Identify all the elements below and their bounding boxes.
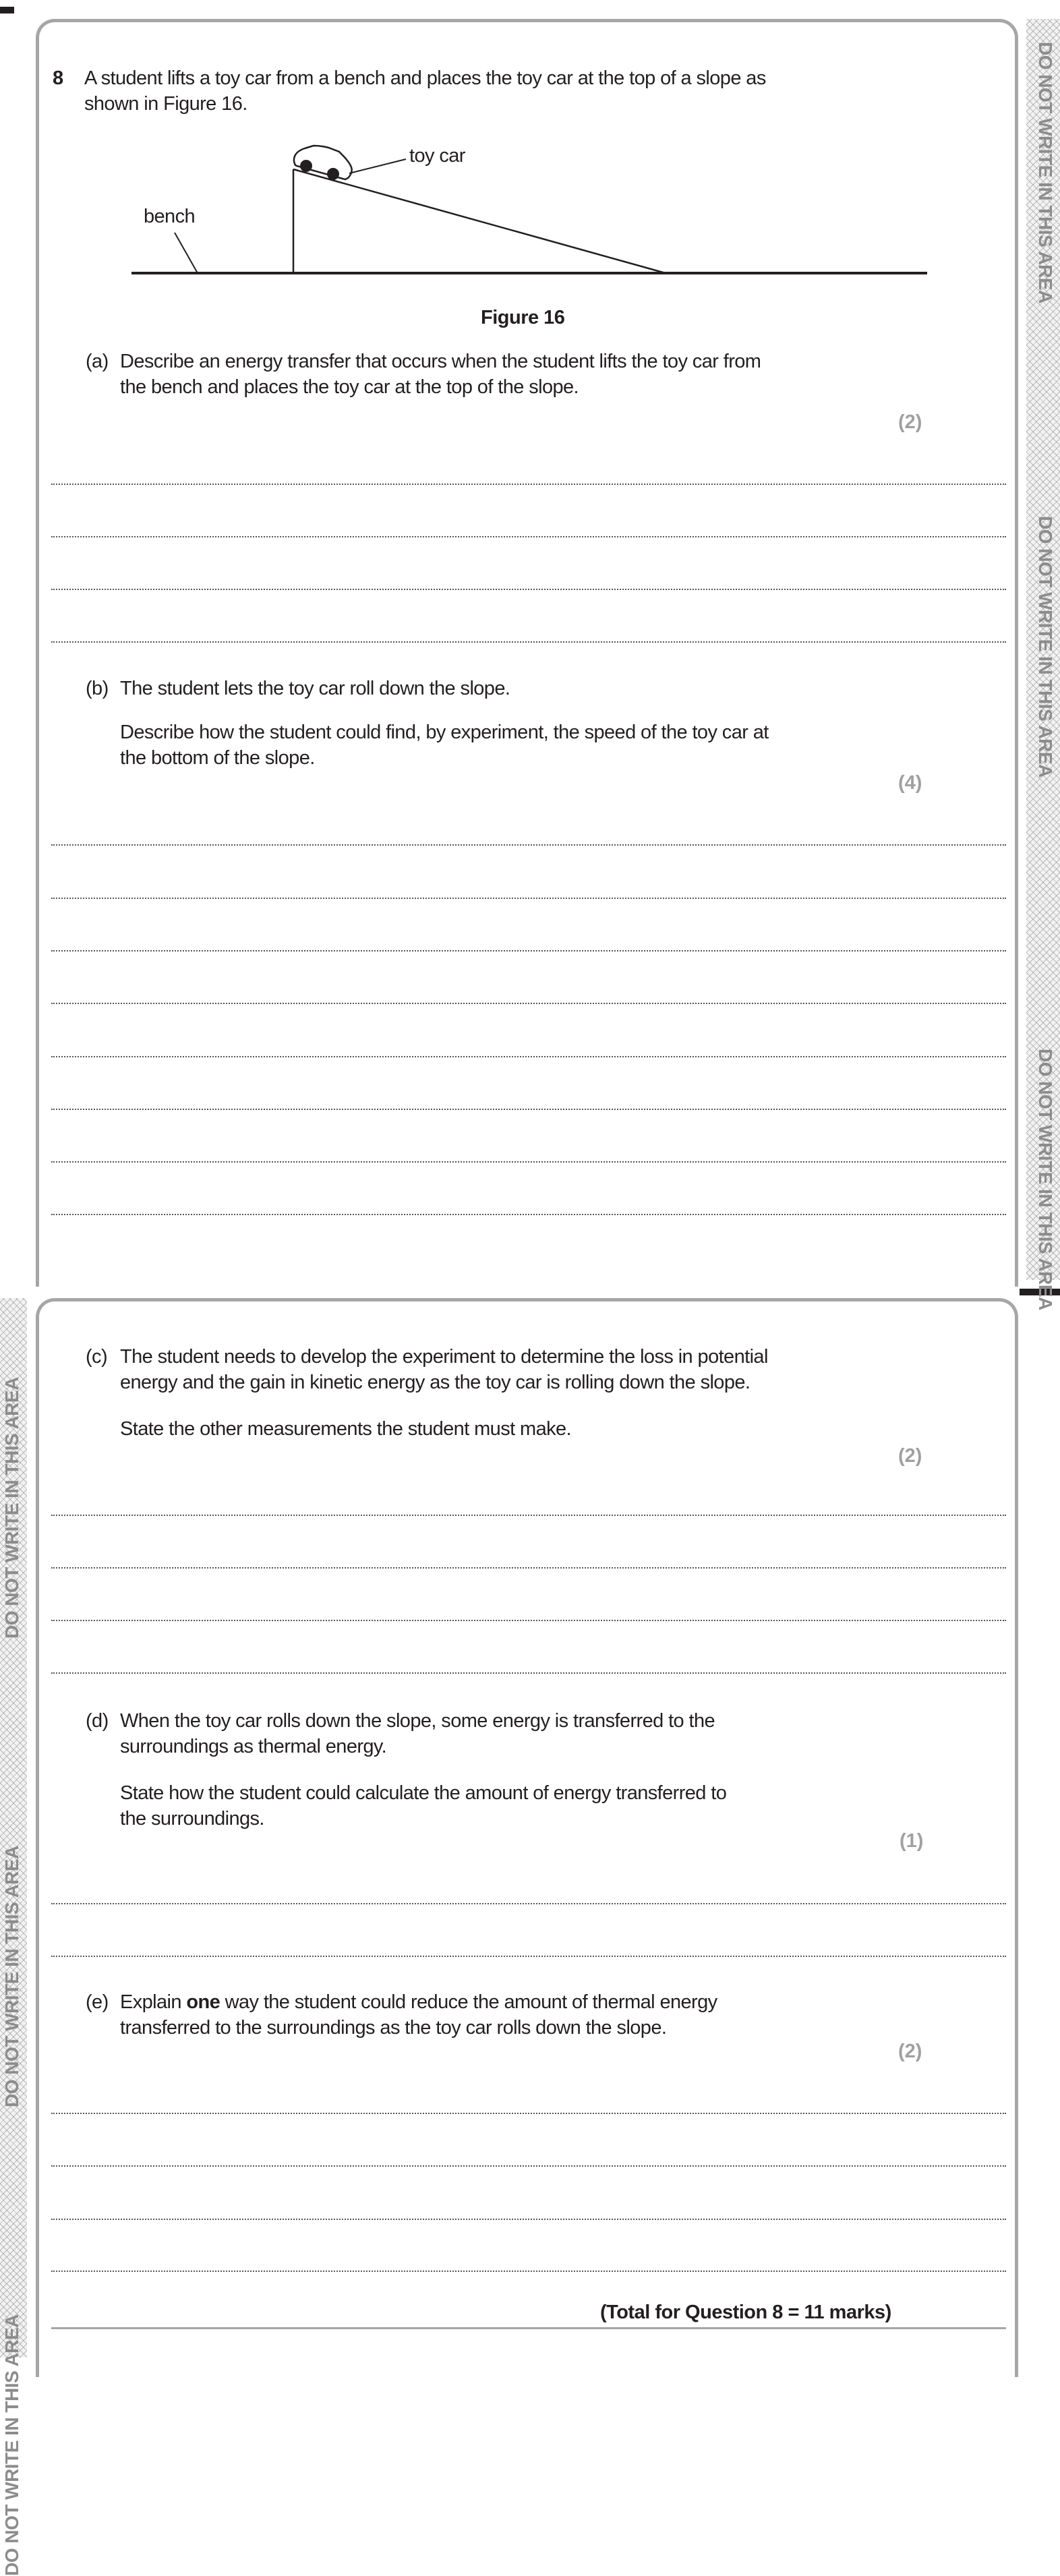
- question-total: (Total for Question 8 = 11 marks): [600, 2302, 891, 2323]
- part-b-intro: The student lets the toy car roll down the slope.: [120, 678, 510, 699]
- toy-car-label: toy car: [409, 145, 465, 167]
- do-not-write-label: DO NOT WRITE IN THIS AREA: [1035, 42, 1056, 303]
- part-c-text: State the other measurements the student must make.: [120, 1418, 571, 1440]
- part-d-letter: (d): [86, 1710, 109, 1732]
- total-rule: [51, 2327, 1006, 2329]
- answer-line[interactable]: [51, 536, 1006, 537]
- answer-line[interactable]: [51, 589, 1006, 590]
- answer-line[interactable]: [51, 844, 1006, 846]
- answer-line[interactable]: [51, 484, 1006, 485]
- answer-line[interactable]: [51, 1056, 1006, 1057]
- part-d-intro: When the toy car rolls down the slope, some energy is transferred to the: [120, 1710, 715, 1732]
- part-e-text: [120, 1989, 717, 2015]
- part-b-text: the bottom of the slope.: [120, 747, 315, 769]
- part-b-marks: (4): [898, 772, 922, 794]
- answer-line[interactable]: [51, 641, 1006, 643]
- answer-line[interactable]: [51, 2113, 1006, 2114]
- do-not-write-label: DO NOT WRITE IN THIS AREA: [1, 1377, 22, 1639]
- part-c-intro: The student needs to develop the experiment to determine the loss in potential: [120, 1346, 768, 1368]
- part-d-text: the surroundings.: [120, 1808, 264, 1829]
- answer-line[interactable]: [51, 1567, 1006, 1569]
- part-e-text-pre: Explain: [120, 1991, 187, 2013]
- part-d-intro: surroundings as thermal energy.: [120, 1736, 387, 1757]
- part-a-text: Describe an energy transfer that occurs when the student lifts the toy car from: [120, 351, 761, 372]
- part-c-letter: (c): [86, 1346, 108, 1368]
- figure-16-diagram: [0, 0, 1060, 337]
- answer-line[interactable]: [51, 898, 1006, 899]
- part-b-letter: (b): [86, 678, 109, 699]
- question-stem: A student lifts a toy car from a bench and places the toy car at the top of a slope as: [84, 67, 766, 89]
- do-not-write-label: DO NOT WRITE IN THIS AREA: [1035, 1049, 1056, 1310]
- answer-line[interactable]: [51, 1515, 1006, 1516]
- part-d-marks: (1): [900, 1830, 924, 1852]
- answer-line[interactable]: [51, 2165, 1006, 2167]
- part-b-text: Describe how the student could find, by experiment, the speed of the toy car at: [120, 722, 769, 743]
- question-frame-page-2: [36, 1298, 1018, 2377]
- part-d-text: State how the student could calculate the amount of energy transferred to: [120, 1782, 727, 1804]
- answer-line[interactable]: [51, 1214, 1006, 1215]
- part-a-letter: (a): [86, 351, 109, 372]
- answer-line[interactable]: [51, 1109, 1006, 1110]
- part-a-marks: (2): [898, 411, 922, 433]
- part-a-text: the bench and places the toy car at the top of the slope.: [120, 376, 579, 398]
- figure-caption: Figure 16: [481, 307, 565, 328]
- bench-label: bench: [144, 206, 196, 227]
- answer-line[interactable]: [51, 2219, 1006, 2220]
- do-not-write-label: DO NOT WRITE IN THIS AREA: [1, 1846, 22, 2107]
- answer-line[interactable]: [51, 1003, 1006, 1004]
- answer-line[interactable]: [51, 1161, 1006, 1163]
- part-c-marks: (2): [898, 1445, 922, 1467]
- answer-line[interactable]: [51, 1672, 1006, 1674]
- answer-line[interactable]: [51, 950, 1006, 952]
- do-not-write-label: DO NOT WRITE IN THIS AREA: [1035, 516, 1056, 778]
- part-e-text-post: way the student could reduce the amount of thermal energy: [220, 1991, 717, 2013]
- part-c-intro: energy and the gain in kinetic energy as the toy car is rolling down the slope.: [120, 1372, 750, 1393]
- question-number: 8: [53, 67, 63, 89]
- answer-line[interactable]: [51, 2271, 1006, 2272]
- part-e-emphasis: one: [186, 1991, 220, 2013]
- part-e-letter: (e): [86, 1991, 109, 2013]
- answer-line[interactable]: [51, 1620, 1006, 1621]
- question-stem: shown in Figure 16.: [84, 93, 247, 115]
- part-e-text: transferred to the surroundings as the toy car rolls down the slope.: [120, 2017, 667, 2039]
- part-e-marks: (2): [898, 2041, 922, 2062]
- answer-line[interactable]: [51, 1903, 1006, 1904]
- do-not-write-label: DO NOT WRITE IN THIS AREA: [1, 2314, 22, 2576]
- answer-line[interactable]: [51, 1956, 1006, 1957]
